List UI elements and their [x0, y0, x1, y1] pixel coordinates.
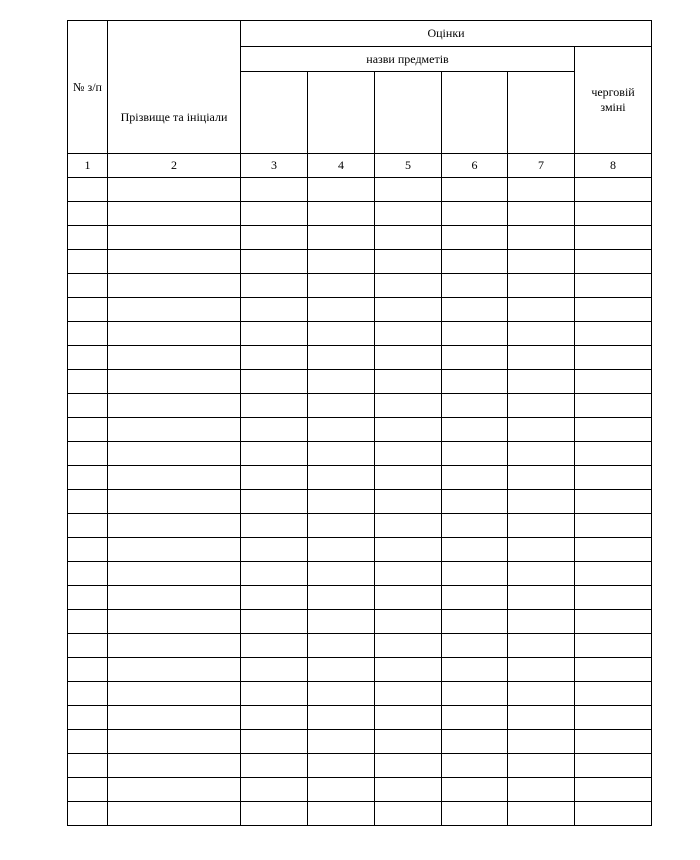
table-cell[interactable]	[308, 466, 375, 490]
table-cell[interactable]	[508, 202, 575, 226]
table-cell[interactable]	[508, 298, 575, 322]
table-row	[68, 634, 652, 658]
table-cell[interactable]	[442, 754, 508, 778]
table-cell[interactable]	[442, 634, 508, 658]
table-cell[interactable]	[68, 706, 108, 730]
table-cell[interactable]	[108, 634, 241, 658]
table-cell[interactable]	[375, 562, 442, 586]
table-cell[interactable]	[308, 202, 375, 226]
table-cell[interactable]	[375, 706, 442, 730]
table-cell[interactable]	[68, 418, 108, 442]
duty-shift-header-label: черговій зміні	[591, 85, 635, 114]
table-cell[interactable]	[241, 514, 308, 538]
table-cell[interactable]	[508, 514, 575, 538]
table-cell[interactable]	[241, 562, 308, 586]
table-cell[interactable]	[68, 298, 108, 322]
table-cell[interactable]	[108, 658, 241, 682]
column-number-row	[68, 154, 652, 178]
table-cell[interactable]	[108, 706, 241, 730]
table-cell[interactable]	[308, 250, 375, 274]
table-cell[interactable]	[375, 634, 442, 658]
table-cell[interactable]	[241, 754, 308, 778]
table-row	[68, 562, 652, 586]
table-cell[interactable]	[108, 418, 241, 442]
table-row	[68, 610, 652, 634]
column-number: 5	[375, 154, 442, 178]
table-cell[interactable]	[68, 370, 108, 394]
table-cell[interactable]	[575, 658, 652, 682]
table-cell[interactable]	[68, 178, 108, 202]
subject-name-cell[interactable]	[375, 72, 442, 154]
column-number: 4	[308, 154, 375, 178]
table-cell[interactable]	[442, 322, 508, 346]
table-cell[interactable]	[508, 490, 575, 514]
table-cell[interactable]	[442, 490, 508, 514]
table-cell[interactable]	[308, 394, 375, 418]
table-cell[interactable]	[308, 586, 375, 610]
table-cell[interactable]	[241, 346, 308, 370]
table-cell[interactable]	[575, 514, 652, 538]
table-cell[interactable]	[308, 298, 375, 322]
table-cell[interactable]	[575, 250, 652, 274]
table-cell[interactable]	[241, 370, 308, 394]
table-cell[interactable]	[442, 298, 508, 322]
table-cell[interactable]	[442, 466, 508, 490]
table-row	[68, 586, 652, 610]
table-cell[interactable]	[308, 418, 375, 442]
table-cell[interactable]	[108, 562, 241, 586]
table-cell[interactable]	[508, 538, 575, 562]
table-cell[interactable]	[308, 490, 375, 514]
table-cell[interactable]	[308, 274, 375, 298]
table-cell[interactable]	[68, 778, 108, 802]
table-cell[interactable]	[68, 442, 108, 466]
table-cell[interactable]	[375, 370, 442, 394]
table-cell[interactable]	[508, 682, 575, 706]
grades-header	[241, 21, 652, 47]
table-cell[interactable]	[508, 778, 575, 802]
table-cell[interactable]	[508, 610, 575, 634]
table-cell[interactable]	[308, 538, 375, 562]
table-row	[68, 778, 652, 802]
table-cell[interactable]	[108, 298, 241, 322]
table-row	[68, 418, 652, 442]
table-cell[interactable]	[575, 466, 652, 490]
table-cell[interactable]	[241, 538, 308, 562]
table-row	[68, 322, 652, 346]
table-cell[interactable]	[375, 682, 442, 706]
table-cell[interactable]	[575, 178, 652, 202]
table-cell[interactable]	[241, 322, 308, 346]
table-cell[interactable]	[508, 658, 575, 682]
table-cell[interactable]	[508, 418, 575, 442]
table-cell[interactable]	[308, 226, 375, 250]
table-cell[interactable]	[68, 586, 108, 610]
subjects-header-label: назви предметів	[366, 51, 449, 66]
table-cell[interactable]	[575, 754, 652, 778]
subject-name-cell[interactable]	[508, 72, 575, 154]
column-number: 1	[68, 154, 108, 178]
table-row	[68, 370, 652, 394]
table-cell[interactable]	[508, 802, 575, 826]
table-cell[interactable]	[241, 226, 308, 250]
table-cell[interactable]	[508, 442, 575, 466]
table-cell[interactable]	[375, 274, 442, 298]
table-cell[interactable]	[308, 370, 375, 394]
name-column-header	[108, 21, 241, 154]
table-cell[interactable]	[308, 778, 375, 802]
table-cell[interactable]	[241, 682, 308, 706]
number-column-header-label: № з/п	[73, 79, 102, 94]
table-cell[interactable]	[241, 466, 308, 490]
table-cell[interactable]	[241, 442, 308, 466]
table-cell[interactable]	[575, 226, 652, 250]
table-row	[68, 754, 652, 778]
number-column-header	[68, 21, 108, 154]
table-cell[interactable]	[68, 202, 108, 226]
table-row	[68, 250, 652, 274]
table-cell[interactable]	[508, 322, 575, 346]
table-row	[68, 682, 652, 706]
table-cell[interactable]	[68, 346, 108, 370]
column-number: 8	[575, 154, 652, 178]
table-cell[interactable]	[442, 538, 508, 562]
table-row	[68, 202, 652, 226]
table-cell[interactable]	[108, 514, 241, 538]
table-row	[68, 514, 652, 538]
table-cell[interactable]	[375, 394, 442, 418]
table-cell[interactable]	[375, 466, 442, 490]
table-cell[interactable]	[241, 586, 308, 610]
table-cell[interactable]	[108, 778, 241, 802]
table-cell[interactable]	[68, 490, 108, 514]
subject-name-cell[interactable]	[308, 72, 375, 154]
table-cell[interactable]	[575, 706, 652, 730]
table-cell[interactable]	[442, 178, 508, 202]
table-cell[interactable]	[108, 682, 241, 706]
table-cell[interactable]	[442, 658, 508, 682]
table-cell[interactable]	[241, 418, 308, 442]
table-cell[interactable]	[308, 514, 375, 538]
table-row	[68, 466, 652, 490]
grades-header-label: Оцінки	[427, 26, 465, 40]
table-cell[interactable]	[241, 730, 308, 754]
table-cell[interactable]	[108, 226, 241, 250]
table-cell[interactable]	[375, 490, 442, 514]
table-cell[interactable]	[442, 514, 508, 538]
table-cell[interactable]	[442, 730, 508, 754]
table-cell[interactable]	[508, 730, 575, 754]
table-cell[interactable]	[575, 490, 652, 514]
table-cell[interactable]	[108, 394, 241, 418]
table-cell[interactable]	[375, 514, 442, 538]
table-cell[interactable]	[508, 466, 575, 490]
table-cell[interactable]	[375, 754, 442, 778]
table-cell[interactable]	[68, 538, 108, 562]
table-cell[interactable]	[442, 442, 508, 466]
table-cell[interactable]	[375, 202, 442, 226]
table-cell[interactable]	[442, 226, 508, 250]
table-cell[interactable]	[575, 370, 652, 394]
table-cell[interactable]	[375, 730, 442, 754]
table-cell[interactable]	[575, 394, 652, 418]
table-cell[interactable]	[308, 802, 375, 826]
table-cell[interactable]	[442, 346, 508, 370]
table-cell[interactable]	[68, 562, 108, 586]
table-cell[interactable]	[375, 586, 442, 610]
table-cell[interactable]	[508, 178, 575, 202]
table-cell[interactable]	[68, 658, 108, 682]
table-cell[interactable]	[442, 562, 508, 586]
table-cell[interactable]	[241, 202, 308, 226]
table-row	[68, 298, 652, 322]
table-cell[interactable]	[508, 370, 575, 394]
table-cell[interactable]	[108, 610, 241, 634]
table-cell[interactable]	[68, 394, 108, 418]
table-cell[interactable]	[442, 274, 508, 298]
table-cell[interactable]	[108, 370, 241, 394]
table-cell[interactable]	[308, 730, 375, 754]
table-cell[interactable]	[375, 346, 442, 370]
table-cell[interactable]	[575, 634, 652, 658]
table-cell[interactable]	[442, 778, 508, 802]
table-row	[68, 538, 652, 562]
table-cell[interactable]	[108, 754, 241, 778]
table-cell[interactable]	[575, 586, 652, 610]
table-cell[interactable]	[575, 682, 652, 706]
table-cell[interactable]	[108, 730, 241, 754]
table-cell[interactable]	[241, 802, 308, 826]
table-cell[interactable]	[241, 178, 308, 202]
table-cell[interactable]	[575, 562, 652, 586]
table-cell[interactable]	[108, 442, 241, 466]
table-cell[interactable]	[575, 274, 652, 298]
table-cell[interactable]	[375, 418, 442, 442]
table-row	[68, 490, 652, 514]
table-cell[interactable]	[108, 466, 241, 490]
table-row	[68, 274, 652, 298]
table-cell[interactable]	[508, 586, 575, 610]
table-cell[interactable]	[68, 802, 108, 826]
table-cell[interactable]	[575, 442, 652, 466]
column-number: 2	[108, 154, 241, 178]
table-row	[68, 346, 652, 370]
subject-name-cell[interactable]	[442, 72, 508, 154]
table-cell[interactable]	[68, 274, 108, 298]
table-cell[interactable]	[442, 370, 508, 394]
duty-shift-header	[575, 47, 652, 154]
table-cell[interactable]	[68, 682, 108, 706]
table-cell[interactable]	[108, 346, 241, 370]
table-cell[interactable]	[442, 706, 508, 730]
table-cell[interactable]	[108, 802, 241, 826]
table-cell[interactable]	[68, 322, 108, 346]
table-cell[interactable]	[308, 658, 375, 682]
table-cell[interactable]	[241, 634, 308, 658]
subject-name-cell[interactable]	[241, 72, 308, 154]
table-cell[interactable]	[308, 346, 375, 370]
table-cell[interactable]	[375, 226, 442, 250]
table-cell[interactable]	[68, 610, 108, 634]
table-cell[interactable]	[108, 538, 241, 562]
table-row	[68, 394, 652, 418]
table-cell[interactable]	[308, 706, 375, 730]
table-cell[interactable]	[442, 418, 508, 442]
table-cell[interactable]	[442, 250, 508, 274]
table-cell[interactable]	[68, 514, 108, 538]
table-cell[interactable]	[241, 490, 308, 514]
column-number: 7	[508, 154, 575, 178]
table-row	[68, 658, 652, 682]
table-cell[interactable]	[375, 322, 442, 346]
table-cell[interactable]	[108, 202, 241, 226]
table-cell[interactable]	[108, 322, 241, 346]
column-number: 6	[442, 154, 508, 178]
table-cell[interactable]	[241, 610, 308, 634]
subjects-header	[241, 47, 575, 72]
column-number: 3	[241, 154, 308, 178]
table-cell[interactable]	[575, 322, 652, 346]
table-cell[interactable]	[108, 586, 241, 610]
table-cell[interactable]	[108, 250, 241, 274]
table-cell[interactable]	[442, 802, 508, 826]
table-cell[interactable]	[68, 730, 108, 754]
table-cell[interactable]	[508, 346, 575, 370]
table-row	[68, 730, 652, 754]
table-cell[interactable]	[442, 610, 508, 634]
name-column-header-label: Прізвище та ініціали	[120, 109, 228, 124]
table-cell[interactable]	[575, 538, 652, 562]
table-cell[interactable]	[508, 634, 575, 658]
table-cell[interactable]	[68, 754, 108, 778]
table-cell[interactable]	[575, 418, 652, 442]
table-cell[interactable]	[575, 802, 652, 826]
table-row	[68, 226, 652, 250]
table-cell[interactable]	[241, 394, 308, 418]
grade-register-table	[67, 20, 652, 826]
table-cell[interactable]	[442, 394, 508, 418]
table-cell[interactable]	[508, 274, 575, 298]
table-cell[interactable]	[241, 250, 308, 274]
table-cell[interactable]	[375, 610, 442, 634]
table-cell[interactable]	[308, 178, 375, 202]
table-cell[interactable]	[108, 274, 241, 298]
table-cell[interactable]	[375, 442, 442, 466]
table-cell[interactable]	[241, 778, 308, 802]
table-cell[interactable]	[241, 706, 308, 730]
table-cell[interactable]	[308, 682, 375, 706]
table-cell[interactable]	[508, 226, 575, 250]
table-cell[interactable]	[375, 298, 442, 322]
table-cell[interactable]	[241, 298, 308, 322]
table-cell[interactable]	[508, 250, 575, 274]
table-cell[interactable]	[575, 610, 652, 634]
table-cell[interactable]	[375, 802, 442, 826]
table-cell[interactable]	[375, 658, 442, 682]
table-cell[interactable]	[308, 754, 375, 778]
table-cell[interactable]	[442, 202, 508, 226]
table-row	[68, 442, 652, 466]
table-cell[interactable]	[308, 562, 375, 586]
table-cell[interactable]	[68, 466, 108, 490]
table-row	[68, 706, 652, 730]
table-cell[interactable]	[68, 250, 108, 274]
table-cell[interactable]	[241, 274, 308, 298]
table-cell[interactable]	[68, 634, 108, 658]
table-cell[interactable]	[308, 322, 375, 346]
table-cell[interactable]	[508, 706, 575, 730]
table-cell[interactable]	[308, 442, 375, 466]
table-cell[interactable]	[108, 490, 241, 514]
table-cell[interactable]	[575, 778, 652, 802]
table-cell[interactable]	[575, 202, 652, 226]
table-cell[interactable]	[375, 778, 442, 802]
table-cell[interactable]	[308, 634, 375, 658]
table-cell[interactable]	[108, 178, 241, 202]
table-cell[interactable]	[575, 346, 652, 370]
table-cell[interactable]	[241, 658, 308, 682]
table-row	[68, 178, 652, 202]
table-cell[interactable]	[508, 754, 575, 778]
table-cell[interactable]	[508, 394, 575, 418]
table-cell[interactable]	[375, 250, 442, 274]
table-cell[interactable]	[442, 586, 508, 610]
table-cell[interactable]	[375, 178, 442, 202]
table-cell[interactable]	[442, 682, 508, 706]
table-row	[68, 802, 652, 826]
table-cell[interactable]	[68, 226, 108, 250]
table-cell[interactable]	[308, 610, 375, 634]
table-cell[interactable]	[375, 538, 442, 562]
table-cell[interactable]	[575, 730, 652, 754]
table-cell[interactable]	[575, 298, 652, 322]
table-cell[interactable]	[508, 562, 575, 586]
